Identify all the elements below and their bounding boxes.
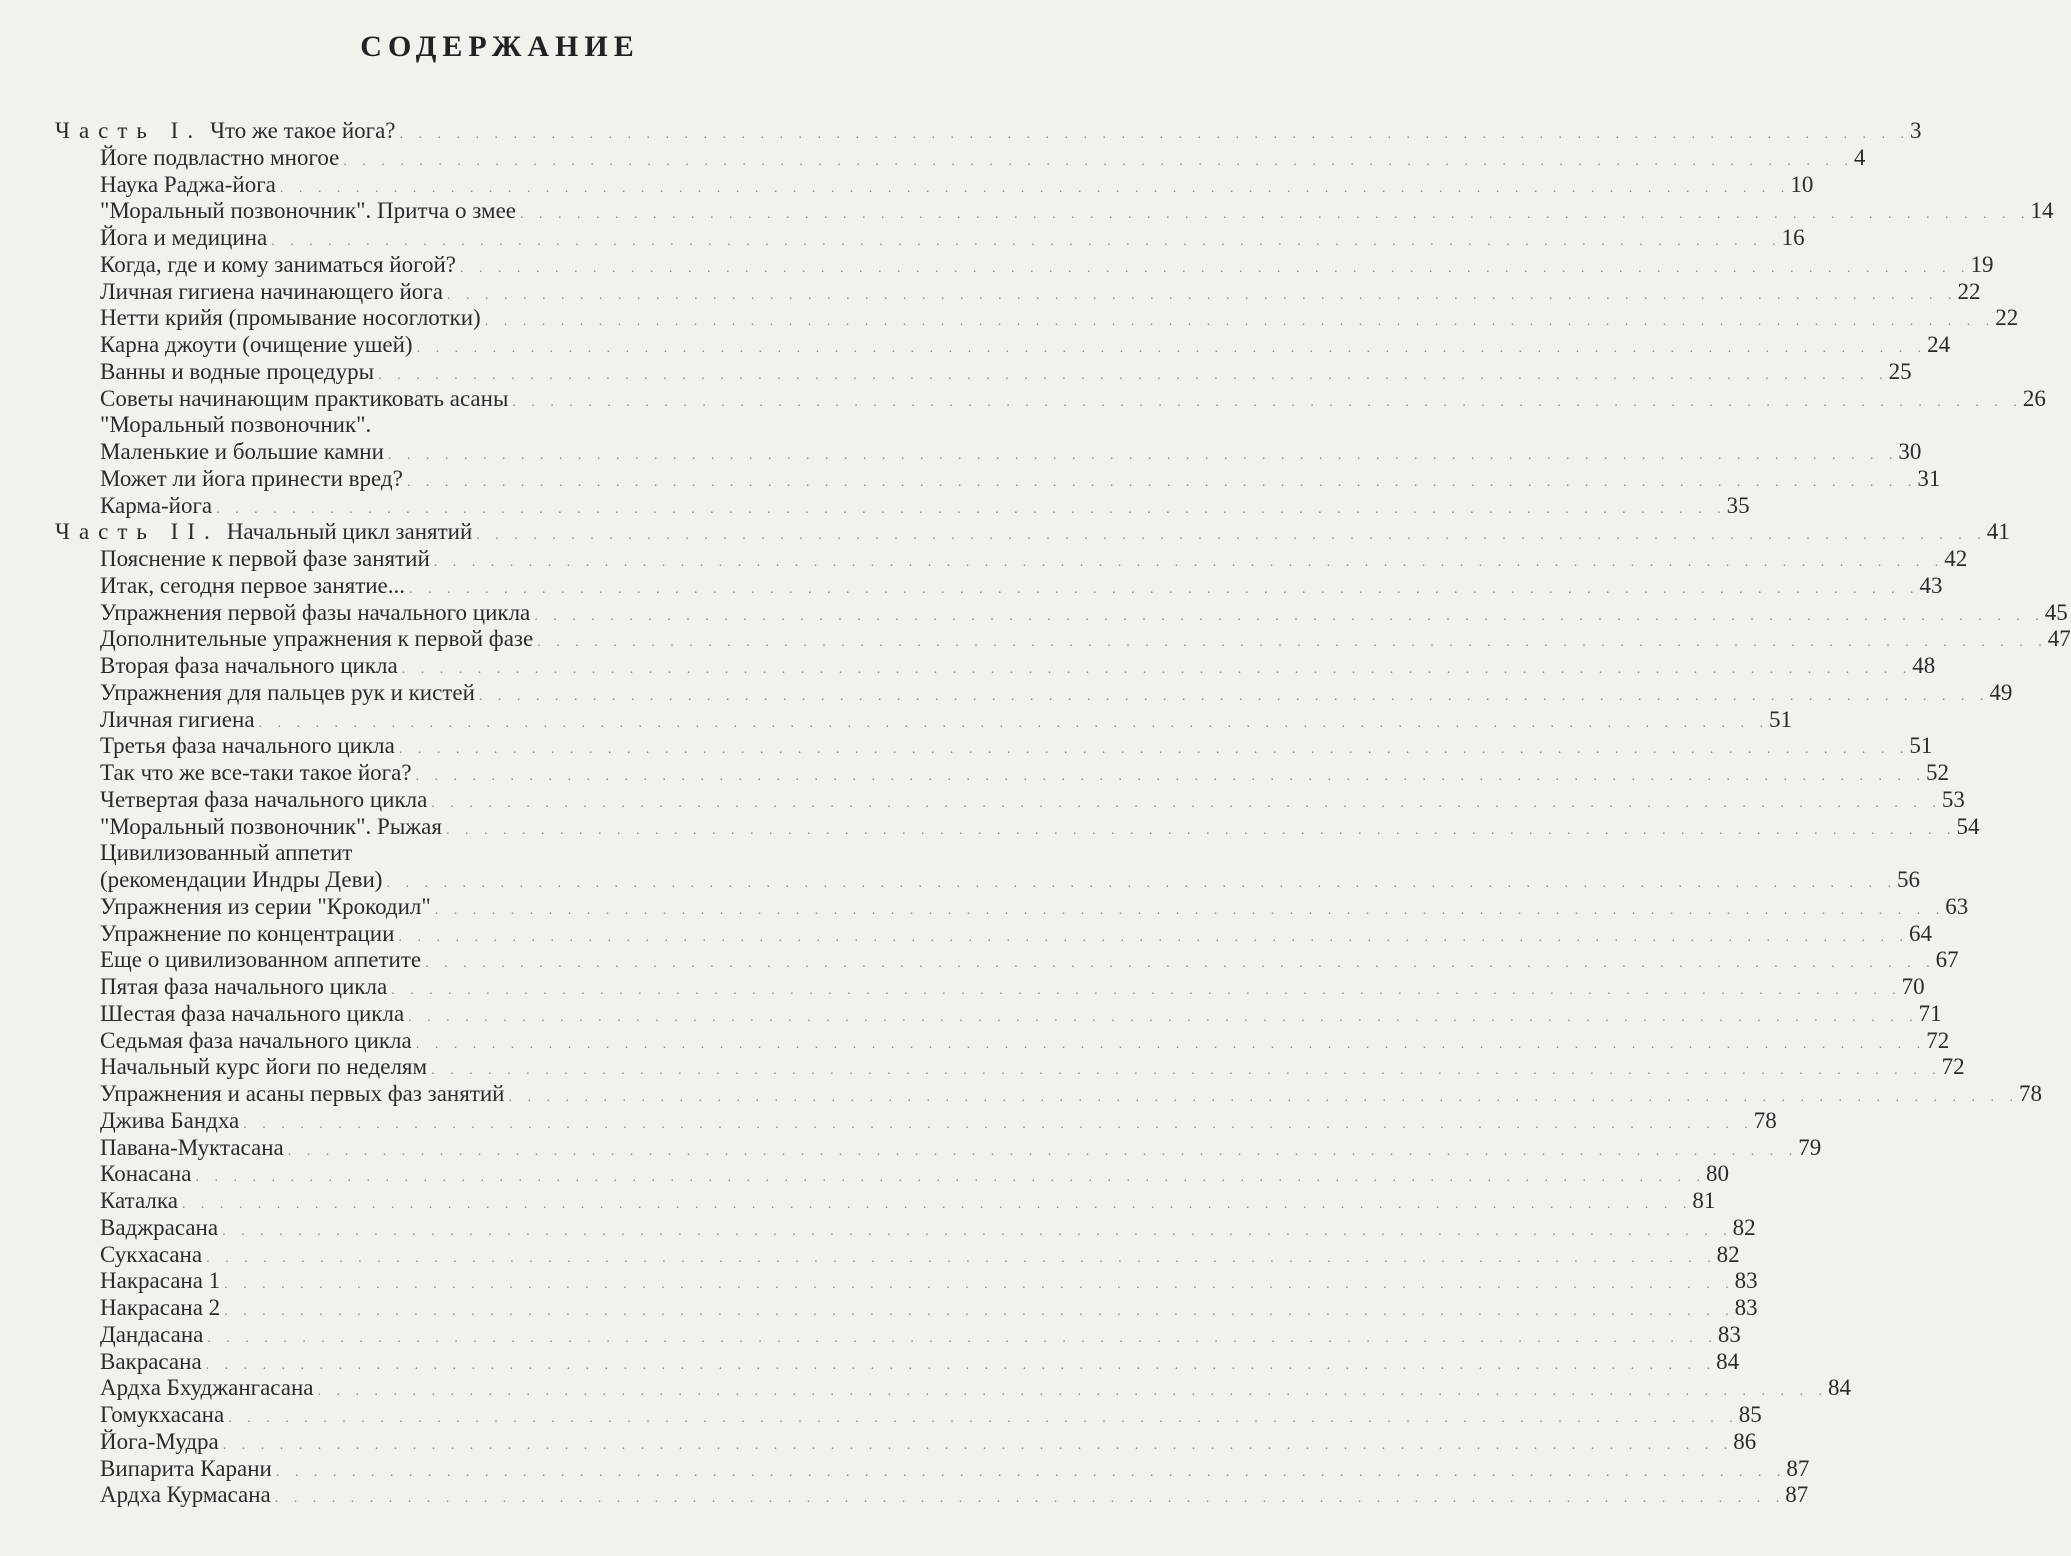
page-number: 25 [1888, 358, 1912, 384]
dot-leader: . . . . . . . . . . . . . . . . . . . . . . . . . . . . . . . . . . . . . . . . . . . . . . . . . . . . . . . . . . . . . . . . . . . . . . . . . . . . . . . . [243, 1116, 1754, 1132]
toc-entry [0, 1402, 1762, 1429]
toc-entry [0, 358, 1912, 386]
entry-label: Советы начинающим практиковать асаны [100, 385, 509, 411]
page-number: 78 [2019, 1081, 2042, 1106]
page-number: 63 [1945, 893, 1969, 919]
toc-entry [0, 813, 1980, 841]
dot-leader: . . . . . . . . . . . . . . . . . . . . . . . . . . . . . . . . . . . . . . . . . . . . . . . . . . . . . . . . . . . . . . . . . . . . . . . . . . . . . . . . [520, 207, 2031, 223]
dot-leader: . . . . . . . . . . . . . . . . . . . . . . . . . . . . . . . . . . . . . . . . . . . . . . . . . . . . . . . . . . . . . . . . . . . . . . . . . . . . . . . . [222, 1223, 1733, 1239]
entry-label: Наука Раджа-йога [100, 171, 276, 197]
entry-label: Упражнения из серии "Крокодил" [100, 893, 431, 919]
page-number: 72 [1941, 1054, 1965, 1080]
part-heading [55, 118, 400, 145]
dot-leader: . . . . . . . . . . . . . . . . . . . . . . . . . . . . . . . . . . . . . . . . . . . . . . . . . . . . . . . . . . . . . . . . . . . . . . . . . . . . . . . . [391, 983, 1902, 998]
toc-entry [0, 385, 2046, 413]
entry-label: Сукхасана [100, 1241, 203, 1267]
entry-label: Начальный курс йоги по неделям [100, 1054, 428, 1080]
page-number: 22 [1957, 278, 1981, 304]
entry-label: Ардха Бхуджангасана [100, 1375, 314, 1401]
toc-entry [0, 171, 1814, 199]
toc-entry [0, 278, 1981, 306]
page-number: 79 [1798, 1134, 1822, 1160]
page-number: 30 [1898, 439, 1922, 464]
toc-entry [0, 1295, 1758, 1322]
page-number: 86 [1733, 1428, 1757, 1454]
entry-label: Павана-Муктасана [100, 1134, 284, 1160]
dot-leader: . . . . . . . . . . . . . . . . . . . . . . . . . . . . . . . . . . . . . . . . . . . . . . . . . . . . . . . . . . . . . . . . . . . . . . . . . . . . . . . . [415, 769, 1927, 784]
dot-leader: . . . . . . . . . . . . . . . . . . . . . . . . . . . . . . . . . . . . . . . . . . . . . . . . . . . . . . . . . . . . . . . . . . . . . . . . . . . . . . . . [416, 341, 1928, 356]
dot-leader: . . . . . . . . . . . . . . . . . . . . . . . . . . . . . . . . . . . . . . . . . . . . . . . . . . . . . . . . . . . . . . . . . . . . . . . . . . . . . . . . [274, 1491, 1786, 1507]
entry-label: Четвертая фаза начального цикла [100, 786, 428, 812]
toc-entry [0, 1375, 1852, 1402]
entry-label: Личная гигиена [100, 706, 255, 732]
entry-label: Личная гигиена начинающего йога [100, 278, 443, 304]
dot-leader: . . . . . . . . . . . . . . . . . . . . . . . . . . . . . . . . . . . . . . . . . . . . . . . . . . . . . . . . . . . . . . . . . . . . . . . . . . . . . . . . [378, 367, 1889, 383]
entry-label: Ардха Курмасана [100, 1482, 271, 1508]
toc-entry [0, 1321, 1741, 1349]
page-number: 85 [1738, 1402, 1762, 1427]
entry-label: Ванны и водные процедуры [100, 358, 375, 384]
dot-leader: . . . . . . . . . . . . . . . . . . . . . . . . . . . . . . . . . . . . . . . . . . . . . . . . . . . . . . . . . . . . . . . . . . . . . . . . . . . . . . . . [386, 876, 1897, 891]
entry-label: Упражнение по концентрации [100, 920, 395, 946]
dot-leader: . . . . . . . . . . . . . . . . . . . . . . . . . . . . . . . . . . . . . . . . . . . . . . . . . . . . . . . . . . . . . . . . . . . . . . . . . . . . . . . . [431, 795, 1942, 811]
toc-entry [0, 893, 1969, 921]
entry-label: Каталка [100, 1188, 178, 1213]
page-number: 87 [1785, 1482, 1809, 1508]
page-number: 64 [1908, 920, 1932, 946]
part-number: Часть II. [55, 519, 219, 545]
toc-entry [0, 1027, 1950, 1055]
page-number: 19 [1970, 251, 1994, 277]
page-number: 87 [1786, 1455, 1810, 1481]
dot-leader: . . . . . . . . . . . . . . . . . . . . . . . . . . . . . . . . . . . . . . . . . . . . . . . . . . . . . . . . . . . . . . . . . . . . . . . . . . . . . . . . [343, 153, 1854, 169]
toc-entry [0, 412, 1000, 439]
entry-label: Нетти крийя (промывание носоглотки) [100, 305, 481, 331]
dot-leader: . . . . . . . . . . . . . . . . . . . . . . . . . . . . . . . . . . . . . . . . . . . . . . . . . . . . . . . . . . . . . . . . . . . . . . . . . . . . . . . . [398, 742, 1910, 758]
table-of-contents [0, 118, 2071, 1509]
entry-label: Пояснение к первой фазе занятий [100, 546, 430, 571]
toc-entry [0, 492, 1750, 520]
toc-entry [0, 1134, 1822, 1162]
page-number: 10 [1790, 171, 1814, 197]
entry-label: Йога-Мудра [100, 1428, 219, 1454]
dot-leader: . . . . . . . . . . . . . . . . . . . . . . . . . . . . . . . . . . . . . . . . . . . . . . . . . . . . . . . . . . . . . . . . . . . . . . . . . . . . . . . . [401, 662, 1913, 677]
page-number: 49 [1989, 679, 2013, 705]
toc-entry [0, 653, 1936, 680]
entry-label: Еще о цивилизованном аппетите [100, 947, 422, 973]
page-number: 84 [1828, 1375, 1852, 1401]
page-number: 4 [1853, 144, 1866, 170]
dot-leader: . . . . . . . . . . . . . . . . . . . . . . . . . . . . . . . . . . . . . . . . . . . . . . . . . . . . . . . . . . . . . . . . . . . . . . . . . . . . . . . . [409, 581, 1920, 597]
dot-leader: . . . . . . . . . . . . . . . . . . . . . . . . . . . . . . . . . . . . . . . . . . . . . . . . . . . . . . . . . . . . . . . . . . . . . . . . . . . . . . . . [398, 929, 1909, 945]
toc-entry [0, 1268, 1758, 1295]
toc-part-1 [0, 118, 1922, 145]
entry-label: Маленькие и большие камни [100, 439, 384, 464]
toc-entry [0, 840, 1000, 867]
dot-leader: . . . . . . . . . . . . . . . . . . . . . . . . . . . . . . . . . . . . . . . . . . . . . . . . . . . . . . . . . . . . . . . . . . . . . . . . . . . . . . . . [317, 1384, 1829, 1400]
entry-label: Йога и медицина [100, 225, 268, 250]
page-number: 24 [1927, 332, 1951, 357]
dot-leader: . . . . . . . . . . . . . . . . . . . . . . . . . . . . . . . . . . . . . . . . . . . . . . . . . . . . . . . . . . . . . . . . . . . . . . . . . . . . . . . . [224, 1277, 1735, 1293]
toc-entry [0, 305, 2019, 332]
dot-leader: . . . . . . . . . . . . . . . . . . . . . . . . . . . . . . . . . . . . . . . . . . . . . . . . . . . . . . . . . . . . . . . . . . . . . . . . . . . . . . . . [275, 1464, 1787, 1480]
page-number: 45 [2044, 599, 2068, 625]
entry-label: Випарита Карани [100, 1455, 272, 1481]
dot-leader: . . . . . . . . . . . . . . . . . . . . . . . . . . . . . . . . . . . . . . . . . . . . . . . . . . . . . . . . . . . . . . . . . . . . . . . . . . . . . . . . [476, 528, 1987, 544]
dot-leader: . . . . . . . . . . . . . . . . . . . . . . . . . . . . . . . . . . . . . . . . . . . . . . . . . . . . . . . . . . . . . . . . . . . . . . . . . . . . . . . . [222, 1437, 1734, 1453]
page-number: 51 [1769, 706, 1793, 732]
toc-entry [0, 626, 2071, 653]
dot-leader: . . . . . . . . . . . . . . . . . . . . . . . . . . . . . . . . . . . . . . . . . . . . . . . . . . . . . . . . . . . . . . . . . . . . . . . . . . . . . . . . [207, 1330, 1718, 1346]
entry-label: Гомукхасана [100, 1402, 225, 1427]
page-number: 47 [2047, 626, 2071, 652]
entry-label: Цивилизованный аппетит [100, 840, 353, 866]
toc-entry [0, 974, 1925, 1001]
toc-entry [0, 1214, 1756, 1242]
page-number: 83 [1717, 1321, 1741, 1347]
page-number: 35 [1726, 492, 1750, 518]
dot-leader: . . . . . . . . . . . . . . . . . . . . . . . . . . . . . . . . . . . . . . . . . . . . . . . . . . . . . . . . . . . . . . . . . . . . . . . . . . . . . . . . [206, 1250, 1717, 1266]
dot-leader: . . . . . . . . . . . . . . . . . . . . . . . . . . . . . . . . . . . . . . . . . . . . . . . . . . . . . . . . . . . . . . . . . . . . . . . . . . . . . . . . [445, 822, 1957, 838]
dot-leader: . . . . . . . . . . . . . . . . . . . . . . . . . . . . . . . . . . . . . . . . . . . . . . . . . . . . . . . . . . . . . . . . . . . . . . . . . . . . . . . . [408, 1009, 1919, 1025]
page-number: 54 [1956, 813, 1980, 839]
page-number: 78 [1753, 1107, 1777, 1133]
entry-label: Упражнения и асаны первых фаз занятий [100, 1081, 505, 1106]
entry-label: Ваджрасана [100, 1214, 219, 1240]
page-title: СОДЕРЖАНИЕ [360, 30, 640, 63]
toc-entry [0, 332, 1951, 359]
page-number: 31 [1917, 465, 1941, 491]
entry-label: "Моральный позвоночник". Притча о змее [100, 198, 516, 224]
toc-entry [0, 1000, 1942, 1028]
dot-leader: . . . . . . . . . . . . . . . . . . . . . . . . . . . . . . . . . . . . . . . . . . . . . . . . . . . . . . . . . . . . . . . . . . . . . . . . . . . . . . . . [415, 1036, 1927, 1052]
dot-leader: . . . . . . . . . . . . . . . . . . . . . . . . . . . . . . . . . . . . . . . . . . . . . . . . . . . . . . . . . . . . . . . . . . . . . . . . . . . . . . . . [534, 608, 2045, 624]
page-number: 84 [1716, 1348, 1740, 1374]
dot-leader: . . . . . . . . . . . . . . . . . . . . . . . . . . . . . . . . . . . . . . . . . . . . . . . . . . . . . . . . . . . . . . . . . . . . . . . . . . . . . . . . [279, 180, 1791, 196]
dot-leader: . . . . . . . . . . . . . . . . . . . . . . . . . . . . . . . . . . . . . . . . . . . . . . . . . . . . . . . . . . . . . . . . . . . . . . . . . . . . . . . . [399, 127, 1911, 142]
dot-leader: . . . . . . . . . . . . . . . . . . . . . . . . . . . . . . . . . . . . . . . . . . . . . . . . . . . . . . . . . . . . . . . . . . . . . . . . . . . . . . . . [434, 902, 1946, 918]
entry-label: Дандасана [100, 1321, 204, 1347]
page-number: 82 [1732, 1214, 1756, 1240]
dot-leader: . . . . . . . . . . . . . . . . . . . . . . . . . . . . . . . . . . . . . . . . . . . . . . . . . . . . . . . . . . . . . . . . . . . . . . . . . . . . . . . . [258, 715, 1770, 731]
toc-entry [0, 733, 1933, 760]
page-number: 42 [1944, 546, 1968, 571]
entry-label: Итак, сегодня первое занятие... [100, 572, 406, 598]
dot-leader: . . . . . . . . . . . . . . . . . . . . . . . . . . . . . . . . . . . . . . . . . . . . . . . . . . . . . . . . . . . . . . . . . . . . . . . . . . . . . . . . [228, 1411, 1739, 1426]
toc-entry [0, 1482, 1809, 1509]
dot-leader: . . . . . . . . . . . . . . . . . . . . . . . . . . . . . . . . . . . . . . . . . . . . . . . . . . . . . . . . . . . . . . . . . . . . . . . . . . . . . . . . [508, 1090, 2019, 1105]
toc-entry [0, 546, 1968, 573]
page-number: 48 [1912, 653, 1936, 678]
page-number: 83 [1734, 1268, 1758, 1294]
page-number: 22 [1995, 305, 2019, 331]
dot-leader: . . . . . . . . . . . . . . . . . . . . . . . . . . . . . . . . . . . . . . . . . . . . . . . . . . . . . . . . . . . . . . . . . . . . . . . . . . . . . . . . [195, 1170, 1706, 1186]
page-number: 72 [1926, 1027, 1950, 1053]
entry-label: Вторая фаза начального цикла [100, 653, 398, 678]
toc-entry [0, 786, 1965, 814]
part-heading [55, 519, 476, 546]
part-number: Часть I. [55, 118, 203, 143]
page-number: 51 [1909, 733, 1933, 759]
entry-label: Конасана [100, 1161, 192, 1187]
page-number: 3 [1910, 118, 1922, 143]
entry-label: Упражнения первой фазы начального цикла [100, 599, 531, 625]
entry-label: Шестая фаза начального цикла [100, 1000, 405, 1026]
page-number: 52 [1926, 760, 1950, 785]
page-number: 67 [1935, 947, 1959, 973]
toc-part-2 [0, 519, 2010, 546]
part-title: Начальный цикл занятий [226, 519, 473, 545]
entry-label: "Моральный позвоночник". [100, 412, 372, 438]
dot-leader: . . . . . . . . . . . . . . . . . . . . . . . . . . . . . . . . . . . . . . . . . . . . . . . . . . . . . . . . . . . . . . . . . . . . . . . . . . . . . . . . [224, 1304, 1735, 1319]
toc-entry [0, 1188, 1716, 1215]
dot-leader: . . . . . . . . . . . . . . . . . . . . . . . . . . . . . . . . . . . . . . . . . . . . . . . . . . . . . . . . . . . . . . . . . . . . . . . . . . . . . . . . [484, 314, 1996, 330]
page-number: 14 [2030, 198, 2054, 224]
part-title: Что же такое йога? [210, 118, 396, 143]
entry-label: Дополнительные упражнения к первой фазе [100, 626, 534, 652]
dot-leader: . . . . . . . . . . . . . . . . . . . . . . . . . . . . . . . . . . . . . . . . . . . . . . . . . . . . . . . . . . . . . . . . . . . . . . . . . . . . . . . . [537, 635, 2048, 651]
toc-entry [0, 1054, 1965, 1081]
entry-label: Накрасана 1 [100, 1268, 221, 1294]
entry-label: Карма-йога [100, 492, 213, 518]
page-number: 83 [1734, 1295, 1758, 1320]
toc-entry [0, 251, 1994, 279]
entry-label: Джива Бандха [100, 1107, 240, 1133]
entry-label: (рекомендации Индры Деви) [100, 867, 383, 892]
toc-entry [0, 760, 1950, 787]
entry-label: Йоге подвластно многое [100, 144, 340, 170]
page-number: 56 [1896, 867, 1920, 892]
toc-entry [0, 1161, 1729, 1188]
dot-leader: . . . . . . . . . . . . . . . . . . . . . . . . . . . . . . . . . . . . . . . . . . . . . . . . . . . . . . . . . . . . . . . . . . . . . . . . . . . . . . . . [216, 501, 1727, 517]
entry-label: Третья фаза начального цикла [100, 733, 395, 759]
dot-leader: . . . . . . . . . . . . . . . . . . . . . . . . . . . . . . . . . . . . . . . . . . . . . . . . . . . . . . . . . . . . . . . . . . . . . . . . . . . . . . . . [425, 956, 1936, 972]
toc-entry [0, 198, 2054, 225]
dot-leader: . . . . . . . . . . . . . . . . . . . . . . . . . . . . . . . . . . . . . . . . . . . . . . . . . . . . . . . . . . . . . . . . . . . . . . . . . . . . . . . . [478, 688, 1990, 704]
entry-label: Когда, где и кому заниматься йогой? [100, 251, 456, 277]
page-number: 70 [1901, 974, 1925, 999]
toc-entry [0, 439, 1922, 466]
page-number: 43 [1919, 572, 1943, 598]
dot-leader: . . . . . . . . . . . . . . . . . . . . . . . . . . . . . . . . . . . . . . . . . . . . . . . . . . . . . . . . . . . . . . . . . . . . . . . . . . . . . . . . [271, 234, 1782, 249]
entry-label: Пятая фаза начального цикла [100, 974, 388, 999]
toc-entry [0, 599, 2068, 627]
entry-label: Накрасана 2 [100, 1295, 221, 1320]
entry-label: Может ли йога принести вред? [100, 465, 403, 491]
entry-label: "Моральный позвоночник". Рыжая [100, 813, 442, 839]
dot-leader: . . . . . . . . . . . . . . . . . . . . . . . . . . . . . . . . . . . . . . . . . . . . . . . . . . . . . . . . . . . . . . . . . . . . . . . . . . . . . . . . [406, 474, 1918, 490]
toc-entry [0, 225, 1805, 252]
toc-entry [0, 1455, 1810, 1483]
toc-entry [0, 1348, 1740, 1376]
dot-leader: . . . . . . . . . . . . . . . . . . . . . . . . . . . . . . . . . . . . . . . . . . . . . . . . . . . . . . . . . . . . . . . . . . . . . . . . . . . . . . . . [287, 1143, 1799, 1159]
toc-entry [0, 572, 1943, 600]
page-number: 71 [1918, 1000, 1942, 1026]
toc-entry [0, 1241, 1740, 1269]
page-number: 41 [1986, 519, 2010, 545]
page-number: 81 [1692, 1188, 1716, 1213]
toc-entry [0, 947, 1959, 974]
entry-label: Так что же все-таки такое йога? [100, 760, 412, 785]
dot-leader: . . . . . . . . . . . . . . . . . . . . . . . . . . . . . . . . . . . . . . . . . . . . . . . . . . . . . . . . . . . . . . . . . . . . . . . . . . . . . . . . [431, 1063, 1942, 1079]
toc-entry [0, 679, 2013, 707]
toc-entry [0, 706, 1793, 734]
dot-leader: . . . . . . . . . . . . . . . . . . . . . . . . . . . . . . . . . . . . . . . . . . . . . . . . . . . . . . . . . . . . . . . . . . . . . . . . . . . . . . . . [512, 394, 2023, 410]
page-number: 16 [1781, 225, 1805, 250]
dot-leader: . . . . . . . . . . . . . . . . . . . . . . . . . . . . . . . . . . . . . . . . . . . . . . . . . . . . . . . . . . . . . . . . . . . . . . . . . . . . . . . . [387, 448, 1899, 463]
dot-leader: . . . . . . . . . . . . . . . . . . . . . . . . . . . . . . . . . . . . . . . . . . . . . . . . . . . . . . . . . . . . . . . . . . . . . . . . . . . . . . . . [181, 1197, 1693, 1212]
dot-leader: . . . . . . . . . . . . . . . . . . . . . . . . . . . . . . . . . . . . . . . . . . . . . . . . . . . . . . . . . . . . . . . . . . . . . . . . . . . . . . . . [205, 1357, 1717, 1373]
dot-leader: . . . . . . . . . . . . . . . . . . . . . . . . . . . . . . . . . . . . . . . . . . . . . . . . . . . . . . . . . . . . . . . . . . . . . . . . . . . . . . . . [446, 287, 1958, 303]
entry-label: Упражнения для пальцев рук и кистей [100, 679, 475, 705]
dot-leader: . . . . . . . . . . . . . . . . . . . . . . . . . . . . . . . . . . . . . . . . . . . . . . . . . . . . . . . . . . . . . . . . . . . . . . . . . . . . . . . . [433, 555, 1945, 570]
entry-label: Вакрасана [100, 1348, 202, 1374]
dot-leader: . . . . . . . . . . . . . . . . . . . . . . . . . . . . . . . . . . . . . . . . . . . . . . . . . . . . . . . . . . . . . . . . . . . . . . . . . . . . . . . . [459, 260, 1971, 276]
toc-entry [0, 920, 1932, 948]
entry-label: Карна джоути (очищение ушей) [100, 332, 413, 357]
toc-entry [0, 867, 1920, 894]
toc-entry [0, 144, 1866, 172]
toc-entry [0, 1107, 1777, 1135]
entry-label: Седьмая фаза начального цикла [100, 1027, 412, 1053]
page-number: 80 [1705, 1161, 1729, 1187]
toc-entry [0, 1081, 2042, 1108]
toc-entry [0, 465, 1941, 493]
page-number: 53 [1941, 786, 1965, 812]
toc-entry [0, 1428, 1757, 1456]
page-number: 82 [1716, 1241, 1740, 1267]
page-number: 26 [2022, 385, 2046, 411]
